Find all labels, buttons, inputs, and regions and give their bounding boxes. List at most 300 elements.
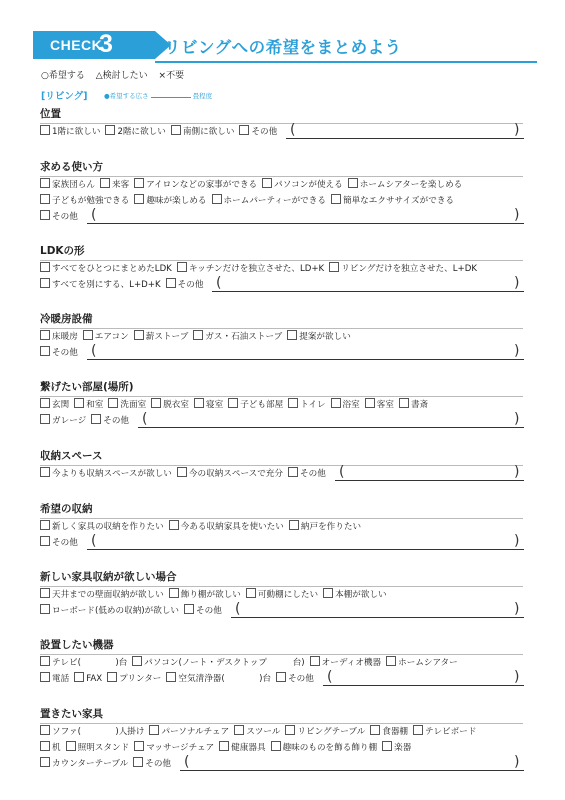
checkbox[interactable] [166, 672, 176, 682]
checkbox[interactable] [194, 398, 204, 408]
checkbox-option[interactable] [331, 194, 454, 207]
checkbox[interactable] [219, 741, 229, 751]
checkbox-option[interactable] [271, 741, 378, 754]
option-row [40, 588, 392, 600]
checkbox[interactable] [276, 672, 286, 682]
checkbox[interactable] [289, 520, 299, 530]
checkbox-option[interactable] [169, 520, 284, 533]
checkbox[interactable] [100, 178, 110, 188]
checkbox-label: 新しく家具の収納を作りたい [52, 522, 164, 532]
checkbox-label: 食器棚 [382, 727, 409, 737]
checkbox-label: 照明スタンド [77, 743, 130, 753]
checkbox-label: リビングだけを独立させた、L+DK [341, 264, 477, 274]
checkbox-label: ローボード(低めの収納)が欲しい [52, 606, 180, 616]
checkbox-label: 子ども部屋 [240, 400, 284, 410]
section-title: LDKの形 [40, 245, 85, 257]
checkbox[interactable] [413, 725, 423, 735]
checkbox-option[interactable] [40, 178, 95, 191]
section-divider [40, 396, 523, 397]
other-open-paren: ( [91, 207, 97, 223]
other-close-paren: ) [514, 601, 520, 617]
checkbox[interactable] [177, 262, 187, 272]
other-close-paren: ) [514, 669, 520, 685]
checkbox-option[interactable] [194, 398, 223, 411]
option-row [40, 398, 433, 410]
title-underline [155, 61, 537, 63]
checkbox-label: 楽器 [394, 743, 412, 753]
checkbox-label: すべてを別にする、L+D+K [52, 280, 161, 290]
checkbox-label: ソファ( )人掛け [52, 727, 145, 737]
checkbox[interactable] [74, 398, 84, 408]
checkbox-label: カウンターテーブル [52, 759, 129, 769]
checkbox-option[interactable] [365, 398, 394, 411]
checkbox-option[interactable] [40, 398, 69, 411]
checkbox[interactable] [105, 125, 115, 135]
checkbox-option[interactable] [40, 725, 144, 738]
checkbox[interactable] [40, 520, 50, 530]
checkbox[interactable] [108, 398, 118, 408]
checkbox[interactable] [386, 656, 396, 666]
checkbox-option[interactable] [40, 757, 128, 770]
checkbox-label: ガス・石油ストーブ [205, 332, 283, 342]
checkbox-option[interactable] [149, 725, 229, 738]
checkbox[interactable] [399, 398, 409, 408]
legend-maybe: △検討したい [95, 71, 148, 81]
option-row [40, 194, 459, 206]
option-row [40, 656, 463, 668]
checkbox[interactable] [228, 398, 238, 408]
checkbox-label: 来客 [111, 180, 130, 190]
checkbox-label: ガレージ [52, 416, 87, 426]
checkbox-label: その他 [288, 674, 314, 684]
section-title: 位置 [40, 108, 61, 120]
section-divider [40, 328, 523, 329]
check-number: 3 [99, 30, 113, 58]
checkbox-label: テレビ( )台 [52, 658, 128, 668]
other-open-paren: ( [184, 754, 190, 770]
option-row [40, 672, 319, 684]
other-close-paren: ) [514, 533, 520, 549]
checkbox-label: 2階に欲しい [117, 127, 166, 137]
section-title: 置きたい家具 [40, 708, 103, 720]
checkbox-option[interactable] [40, 278, 161, 291]
other-write-line[interactable] [87, 359, 524, 360]
checkbox[interactable] [40, 757, 50, 767]
checkbox-label: FAX [86, 674, 103, 684]
checkbox-option[interactable] [151, 398, 189, 411]
other-open-paren: ( [290, 122, 296, 138]
room-size-suffix: 畳程度 [192, 92, 213, 100]
option-row [40, 520, 366, 532]
section-title: 収納スペース [40, 450, 103, 462]
checkbox-label: リビングテーブル [297, 727, 366, 737]
checkbox-option[interactable] [289, 520, 361, 533]
checkbox-label: 客室 [376, 400, 394, 410]
checkbox[interactable] [40, 398, 50, 408]
checkbox[interactable] [134, 194, 144, 204]
checkbox-label: キッチンだけを独立させた、LD+K [188, 264, 325, 274]
checkbox-option[interactable] [382, 741, 411, 754]
checkbox-label: 電話 [52, 674, 70, 684]
checkbox-label: ホームシアターを楽しめる [359, 180, 463, 190]
checkbox[interactable] [287, 330, 297, 340]
checkbox-label: パーソナルチェア [161, 727, 230, 737]
checkbox[interactable] [348, 178, 358, 188]
checkbox[interactable] [83, 330, 93, 340]
option-row [40, 330, 356, 342]
checkbox[interactable] [40, 178, 50, 188]
section-title: 設置したい機器 [40, 639, 114, 651]
checkbox[interactable] [382, 741, 392, 751]
checkbox-option[interactable] [105, 125, 165, 138]
checkbox-option[interactable] [169, 588, 241, 601]
checkbox-option[interactable] [166, 672, 271, 685]
checkbox[interactable] [134, 330, 144, 340]
checkbox-label: 可動棚にしたい [257, 590, 319, 600]
checkbox-option[interactable] [239, 125, 277, 138]
checkbox-label: 洗面室 [120, 400, 147, 410]
checkbox[interactable] [66, 741, 76, 751]
other-close-paren: ) [514, 464, 520, 480]
checkbox-option[interactable] [66, 741, 130, 754]
checkbox-label: オーディオ機器 [321, 658, 382, 668]
checkbox-label: 薪ストーブ [145, 332, 189, 342]
checkbox[interactable] [107, 672, 117, 682]
checkbox-option[interactable] [370, 725, 408, 738]
checkbox[interactable] [331, 398, 341, 408]
checkbox[interactable] [177, 467, 187, 477]
checkbox-label: その他 [145, 759, 172, 769]
section-title: 繋げたい部屋(場所) [40, 381, 134, 393]
checkbox-label: 納戸を作りたい [300, 522, 362, 532]
checkbox[interactable] [40, 346, 50, 356]
other-open-paren: ( [142, 411, 148, 427]
checkbox-option[interactable] [276, 672, 314, 685]
checkbox-option[interactable] [40, 520, 164, 533]
checkbox[interactable] [134, 741, 144, 751]
other-write-line[interactable] [87, 549, 524, 550]
checkbox[interactable] [329, 262, 339, 272]
checkbox-option[interactable] [40, 414, 86, 427]
checkbox-option[interactable] [91, 414, 129, 427]
checkbox[interactable] [169, 520, 179, 530]
checkbox[interactable] [133, 757, 143, 767]
checkbox[interactable] [169, 588, 179, 598]
checkbox-label: その他 [52, 538, 78, 548]
checkbox-option[interactable] [40, 741, 61, 754]
checkbox-option[interactable] [166, 278, 204, 291]
checkbox[interactable] [166, 278, 176, 288]
other-write-line[interactable] [212, 291, 524, 292]
checkbox[interactable] [40, 210, 50, 220]
checkbox-label: 今の収納スペースで充分 [188, 469, 283, 479]
checkbox-label: ホームシアター [398, 658, 458, 668]
checkbox-option[interactable] [348, 178, 463, 191]
checkbox-option[interactable] [40, 536, 78, 549]
other-close-paren: ) [514, 411, 520, 427]
section-title: 新しい家具収納が欲しい場合 [40, 571, 177, 583]
checkbox-option[interactable] [329, 262, 477, 275]
checkbox[interactable] [40, 278, 50, 288]
checkbox-label: 床暖房 [52, 332, 78, 342]
section-divider [40, 176, 523, 177]
option-row [40, 725, 481, 737]
other-close-paren: ) [514, 754, 520, 770]
checkbox-label: 簡単なエクササイズができる [342, 196, 455, 206]
checkbox-option[interactable] [40, 656, 127, 669]
checkbox-option[interactable] [262, 178, 343, 191]
checkbox-option[interactable] [177, 467, 283, 480]
section-divider [40, 654, 523, 655]
section-divider [40, 518, 523, 519]
option-row [40, 178, 467, 190]
checkbox-label: 浴室 [342, 400, 360, 410]
checkbox-label: その他 [177, 280, 204, 290]
checkbox-label: 寝室 [206, 400, 224, 410]
checkbox[interactable] [74, 672, 84, 682]
checkbox-option[interactable] [40, 346, 78, 359]
checkbox-option[interactable] [310, 656, 381, 669]
section-divider [40, 260, 523, 261]
checkbox[interactable] [40, 330, 50, 340]
option-row [40, 346, 83, 358]
checkbox-label: 提案が欲しい [299, 332, 351, 342]
checkbox-option[interactable] [74, 398, 103, 411]
checkbox[interactable] [40, 672, 50, 682]
checkbox-option[interactable] [193, 330, 282, 343]
checkbox[interactable] [40, 125, 50, 135]
checkbox-label: すべてをひとつにまとめたLDK [52, 264, 172, 274]
checkbox-option[interactable] [219, 741, 265, 754]
section-header [0, 28, 565, 62]
other-open-paren: ( [216, 275, 222, 291]
checkbox-label: アイロンなどの家事ができる [146, 180, 258, 190]
checkbox-option[interactable] [171, 125, 235, 138]
checkbox[interactable] [246, 588, 256, 598]
checkbox[interactable] [40, 467, 50, 477]
checkbox-label: テレビボード [425, 727, 477, 737]
checkbox-option[interactable] [413, 725, 476, 738]
option-row [40, 467, 331, 479]
section-divider [40, 465, 523, 466]
checkbox-label: 玄関 [52, 400, 70, 410]
checkbox-option[interactable] [177, 262, 324, 275]
checkbox[interactable] [288, 398, 298, 408]
checkbox-option[interactable] [228, 398, 283, 411]
checkbox[interactable] [40, 414, 50, 424]
other-close-paren: ) [514, 207, 520, 223]
checkbox-option[interactable] [40, 210, 78, 223]
other-open-paren: ( [339, 464, 345, 480]
option-row [40, 757, 176, 769]
other-open-paren: ( [235, 601, 241, 617]
checkbox-label: その他 [52, 212, 78, 222]
checkbox-option[interactable] [74, 672, 102, 685]
option-row [40, 125, 282, 137]
room-size-prefix: ●希望する広さ [104, 92, 149, 100]
checkbox[interactable] [40, 536, 50, 546]
checkbox-option[interactable] [134, 194, 206, 207]
other-open-paren: ( [91, 343, 97, 359]
checkbox-label: 脱衣室 [163, 400, 189, 410]
checkbox-option[interactable] [40, 125, 100, 138]
checkbox[interactable] [234, 725, 244, 735]
checkbox-option[interactable] [40, 194, 129, 207]
checkbox[interactable] [134, 178, 144, 188]
checkbox[interactable] [262, 178, 272, 188]
option-row [40, 210, 83, 222]
other-write-line[interactable] [87, 223, 524, 224]
checkbox-label: 今よりも収納スペースが欲しい [52, 469, 172, 479]
checkbox-option[interactable] [107, 672, 161, 685]
option-row [40, 536, 83, 548]
checkbox-option[interactable] [108, 398, 146, 411]
page-title: リビングへの希望をまとめよう [164, 38, 402, 57]
checkbox[interactable] [171, 125, 181, 135]
checkbox-label: パソコンが使える [274, 180, 343, 190]
other-open-paren: ( [91, 533, 97, 549]
checkbox[interactable] [149, 725, 159, 735]
option-row [40, 278, 208, 290]
checkbox[interactable] [132, 656, 142, 666]
checkbox-label: トイレ [300, 400, 326, 410]
checkbox-option[interactable] [40, 262, 172, 275]
checkbox-label: 空気清浄器( )台 [178, 674, 272, 684]
checkbox-option[interactable] [83, 330, 129, 343]
checkbox-option[interactable] [399, 398, 428, 411]
checkbox-option[interactable] [234, 725, 280, 738]
checkbox-option[interactable] [287, 330, 351, 343]
option-row [40, 604, 227, 616]
checkbox-option[interactable] [40, 330, 78, 343]
other-write-line[interactable] [286, 138, 524, 139]
checkbox-label: 南側に欲しい [182, 127, 235, 137]
other-open-paren: ( [327, 669, 333, 685]
checkbox-option[interactable] [246, 588, 318, 601]
checkbox-label: マッサージチェア [146, 743, 215, 753]
checkbox-label: その他 [103, 416, 130, 426]
checkbox-label: 本棚が欲しい [335, 590, 387, 600]
section-title: 希望の収納 [40, 503, 93, 515]
checkbox[interactable] [40, 588, 50, 598]
checkbox[interactable] [40, 262, 50, 272]
checkbox-option[interactable] [133, 757, 171, 770]
checkbox[interactable] [310, 656, 320, 666]
checkbox-label: 今ある収納家具を使いたい [180, 522, 284, 532]
checkbox[interactable] [193, 330, 203, 340]
checkbox-label: パソコン(ノート・デスクトップ 台) [144, 658, 305, 668]
checkbox[interactable] [370, 725, 380, 735]
section-title: 求める使い方 [40, 161, 103, 173]
checkbox-option[interactable] [40, 604, 179, 617]
checkbox[interactable] [40, 656, 50, 666]
legend [41, 68, 192, 81]
checkbox-label: その他 [251, 127, 278, 137]
option-row [40, 262, 482, 274]
checkbox-label: プリンター [119, 674, 162, 684]
checkbox-label: 天井までの壁面収納が欲しい [52, 590, 164, 600]
other-write-line[interactable] [180, 770, 524, 771]
other-close-paren: ) [514, 122, 520, 138]
checkbox-label: 家族団らん [52, 180, 95, 190]
check-label: CHECK [50, 37, 103, 53]
checkbox[interactable] [365, 398, 375, 408]
checkbox-option[interactable] [134, 178, 257, 191]
checkbox-option[interactable] [132, 656, 304, 669]
checkbox-option[interactable] [134, 330, 189, 343]
other-write-line[interactable] [323, 685, 524, 686]
checkbox-label: 飾り棚が欲しい [180, 590, 241, 600]
other-close-paren: ) [514, 343, 520, 359]
option-row [40, 414, 134, 426]
checkbox-option[interactable] [288, 398, 325, 411]
checkbox-option[interactable] [184, 604, 222, 617]
checkbox[interactable] [40, 725, 50, 735]
checkbox-label: 健康器具 [231, 743, 266, 753]
option-row [40, 741, 416, 753]
checkbox[interactable] [151, 398, 161, 408]
checkbox-option[interactable] [386, 656, 458, 669]
checkbox-label: 1階に欲しい [52, 127, 101, 137]
checkbox-option[interactable] [100, 178, 129, 191]
checkbox-option[interactable] [288, 467, 326, 480]
checkbox-label: その他 [300, 469, 326, 479]
other-write-line[interactable] [231, 617, 524, 618]
checkbox-option[interactable] [331, 398, 360, 411]
legend-yes: ○希望する [41, 71, 85, 81]
checkbox-option[interactable] [212, 194, 326, 207]
checkbox-label: 和室 [86, 400, 104, 410]
checkbox-option[interactable] [285, 725, 365, 738]
checkbox-option[interactable] [323, 588, 387, 601]
section-divider [40, 723, 523, 724]
checkbox[interactable] [212, 194, 222, 204]
checkbox-label: 机 [52, 743, 61, 753]
section-divider [40, 123, 523, 124]
other-close-paren: ) [514, 275, 520, 291]
checkbox[interactable] [271, 741, 281, 751]
checkbox[interactable] [40, 194, 50, 204]
checkbox[interactable] [331, 194, 341, 204]
other-write-line[interactable] [335, 480, 524, 481]
legend-no: ×不要 [158, 71, 185, 81]
checkbox-label: 趣味のものを飾る飾り棚 [282, 743, 378, 753]
checkbox-option[interactable] [40, 467, 172, 480]
checkbox-option[interactable] [40, 588, 164, 601]
room-size-field [104, 91, 212, 100]
section-divider [40, 586, 523, 587]
checkbox[interactable] [40, 741, 50, 751]
checkbox[interactable] [288, 467, 298, 477]
checkbox-label: 書斎 [410, 400, 429, 410]
checkbox-option[interactable] [134, 741, 214, 754]
checkbox-option[interactable] [40, 672, 69, 685]
checkbox-label: その他 [196, 606, 222, 616]
checkbox-label: ホームパーティーができる [223, 196, 326, 206]
checkbox[interactable] [285, 725, 295, 735]
checkbox[interactable] [239, 125, 249, 135]
checkbox[interactable] [184, 604, 194, 614]
section-title: 冷暖房設備 [40, 313, 93, 325]
checkbox[interactable] [40, 604, 50, 614]
checkbox[interactable] [323, 588, 333, 598]
room-size-blank[interactable] [151, 97, 191, 98]
checkbox-label: エアコン [94, 332, 129, 342]
checkbox[interactable] [91, 414, 101, 424]
other-write-line[interactable] [138, 427, 524, 428]
room-label: [リビング] [41, 91, 88, 102]
checkbox-label: 趣味が楽しめる [146, 196, 207, 206]
